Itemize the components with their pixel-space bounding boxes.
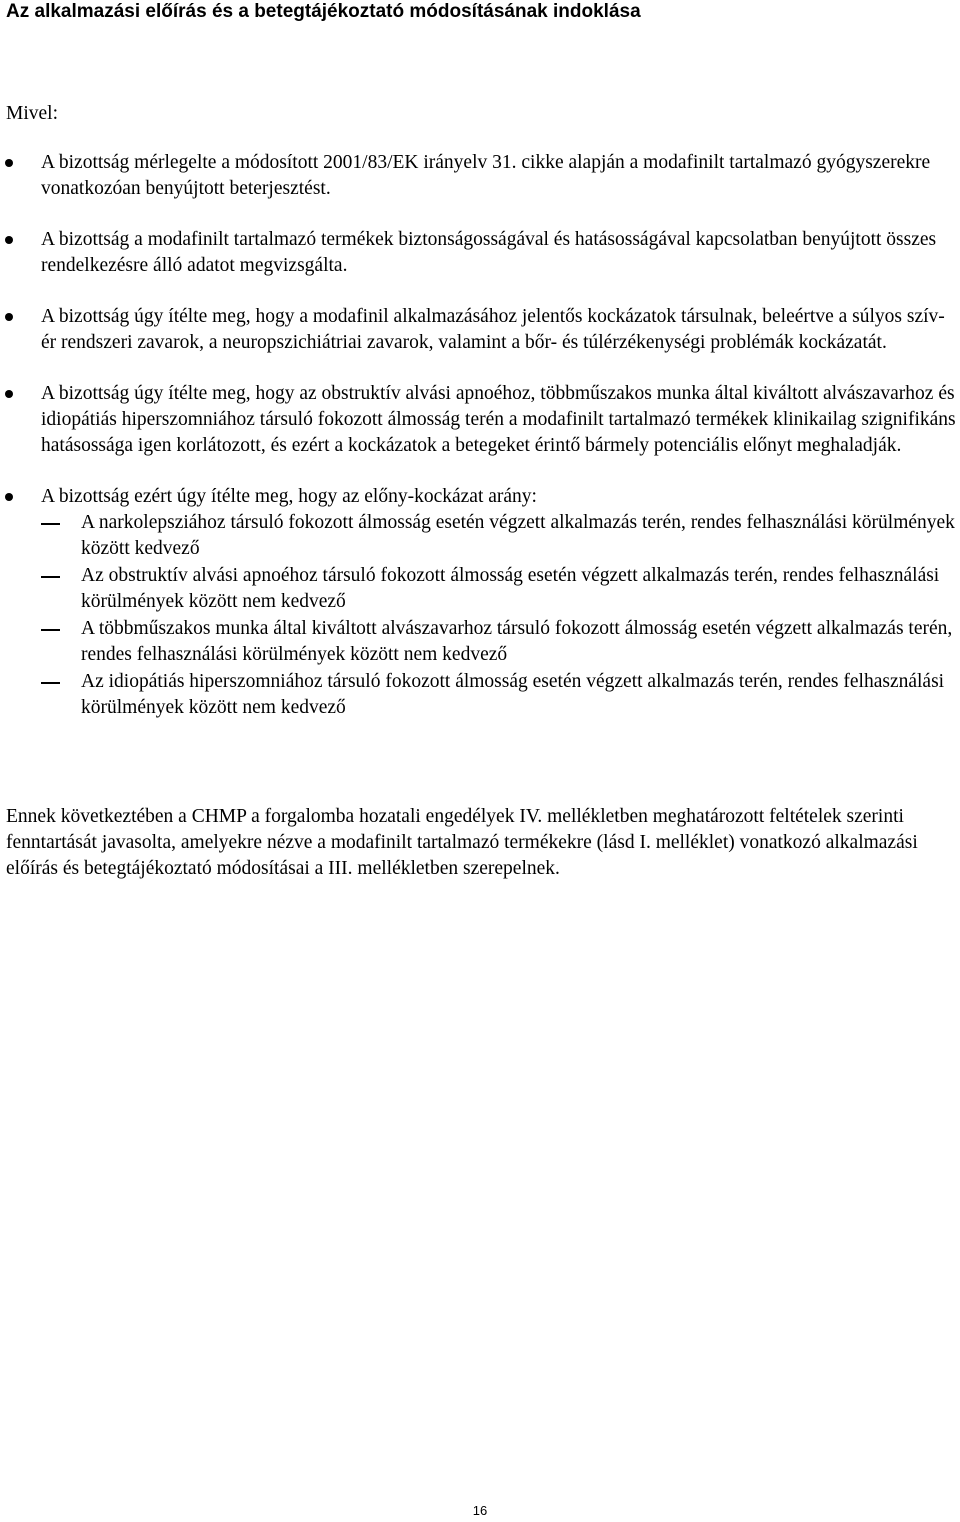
- bullet-icon: [5, 159, 13, 167]
- list-item-text: A bizottság a modafinilt tartalmazó termékek biztonságosságával és hatásosságával kapcsolatban benyújtott összes rendelkezésre álló adatot megvizsgálta.: [41, 229, 937, 276]
- sublist-item: [41, 616, 956, 668]
- list-item-text: A bizottság úgy ítélte meg, hogy az obstruktív alvási apnoéhoz, többműszakos munka által kiváltott alvászavarhoz és idiopátiás hiperszomniához társuló fokozott álmosság terén a modafinilt tartalmazó termékek klinikailag szignifikáns hatásossága igen korlátozott, és ezért a kockázatok a betegeket érintő bármely potenciális előnyt meghaladják.: [41, 383, 956, 456]
- sublist-item: [41, 669, 956, 721]
- sublist-item: [41, 563, 956, 615]
- bullet-icon: [5, 313, 13, 321]
- page-number: 16: [472, 1503, 488, 1518]
- list-item-text: A bizottság mérlegelte a módosított 2001/83/EK irányelv 31. cikke alapján a modafinilt tartalmazó gyógyszerekre vonatkozóan benyújtott beterjesztést.: [41, 152, 931, 199]
- dash-icon: [41, 576, 60, 578]
- list-item-text: A bizottság ezért úgy ítélte meg, hogy az előny-kockázat arány:: [41, 486, 537, 507]
- sublist-item-text: A narkolepsziához társuló fokozott álmosság esetén végzett alkalmazás terén, rendes felhasználási körülmények között kedvező: [81, 512, 955, 559]
- benefit-risk-sublist: [41, 510, 956, 721]
- list-item-text: A bizottság úgy ítélte meg, hogy a modafinil alkalmazásához jelentős kockázatok társulnak, beleértve a súlyos szív-ér rendszeri zavarok, a neuropszichiátriai zavarok, valamint a bőr- és túlérzékenységi problémák kockázatát.: [41, 306, 945, 353]
- conclusion-paragraph: Ennek következtében a CHMP a forgalomba hozatali engedélyek IV. mellékletben meghatározott feltételek szerinti fenntartását javasolta, amelyekre nézve a modafinilt tartalmazó termékekre (lásd I. melléklet) vonatkozó alkalmazási előírás és betegtájékoztató módosításai a III. mellékletben szerepelnek.: [6, 806, 918, 879]
- bullet-icon: [5, 236, 13, 244]
- recitals-list: [0, 150, 960, 746]
- dash-icon: [41, 682, 60, 684]
- intro-text: Mivel:: [6, 103, 58, 124]
- list-item: [0, 227, 960, 279]
- list-item: [0, 304, 960, 356]
- sublist-item-text: Az obstruktív alvási apnoéhoz társuló fokozott álmosság esetén végzett alkalmazás terén, rendes felhasználási körülmények között nem kedvező: [81, 565, 940, 612]
- dash-icon: [41, 629, 60, 631]
- bullet-icon: [5, 390, 13, 398]
- sublist-item-text: Az idiopátiás hiperszomniához társuló fokozott álmosság esetén végzett alkalmazás terén, rendes felhasználási körülmények között nem kedvező: [81, 671, 945, 718]
- dash-icon: [41, 523, 60, 525]
- list-item: [0, 150, 960, 202]
- sublist-item: [41, 510, 956, 562]
- bullet-icon: [5, 493, 13, 501]
- sublist-item-text: A többműszakos munka által kiváltott alvászavarhoz társuló fokozott álmosság esetén végzett alkalmazás terén, rendes felhasználási körülmények között nem kedvező: [81, 618, 953, 665]
- list-item: [0, 484, 960, 721]
- list-item: [0, 381, 960, 459]
- document-title: Az alkalmazási előírás és a betegtájékoztató módosításának indoklása: [6, 1, 641, 22]
